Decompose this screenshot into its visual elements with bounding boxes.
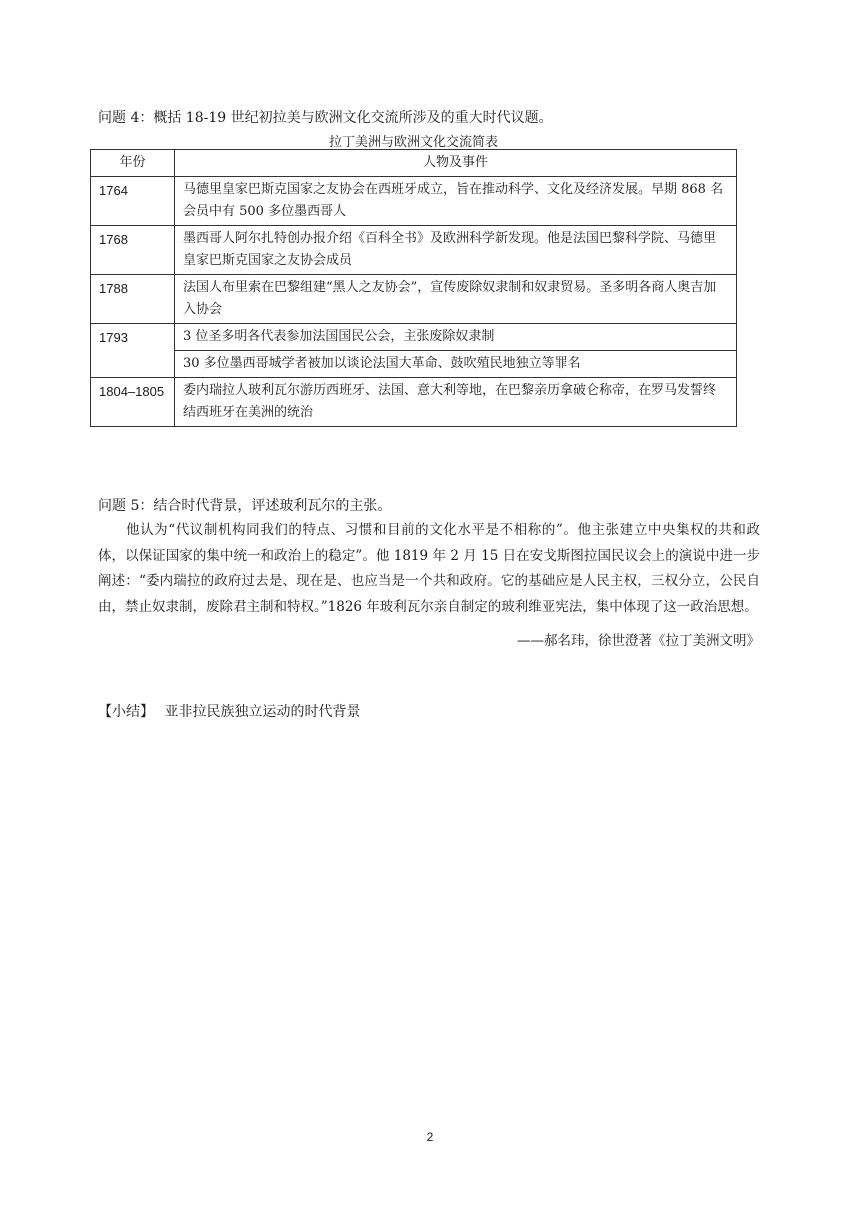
year-cell: 1804–1805	[91, 378, 175, 427]
year-cell: 1764	[91, 177, 175, 226]
summary-bracket: 【小结】	[98, 704, 154, 720]
quoted-passage: 他认为“代议制机构同我们的特点、习惯和目前的文化水平是不相称的”。他主张建立中央集权的共和政体，以保证国家的集中统一和政治上的稳定”。他 1819 年 2 月 15 日在安戈斯图拉国民议会上的演说中进一步阐述：“委内瑞拉的政府过去是、现在是、也应当是一个共和政府。它的基础应是人民主权，三权分立，公民自由，禁止奴隶制，废除君主制和特权。”1826 年玻利瓦尔亲自制定的玻利维亚宪法，集中体现了这一政治思想。	[98, 522, 760, 615]
passage-source: ——郝名玮，徐世澄著《拉丁美洲文明》	[517, 633, 760, 649]
page-number: 2	[426, 1130, 434, 1144]
question-4: 问题 4：概括 18-19 世纪初拉美与欧洲文化交流所涉及的重大时代议题。	[98, 110, 553, 126]
question-5: 问题 5：结合时代背景，评述玻利瓦尔的主张。	[98, 498, 392, 514]
table-caption: 拉丁美洲与欧洲文化交流简表	[328, 135, 498, 150]
table-row	[91, 378, 737, 427]
table-row	[91, 275, 737, 324]
table-row	[91, 226, 737, 275]
year-cell: 1793	[91, 324, 175, 378]
table-row	[91, 324, 737, 351]
event-cell: 法国人布里索在巴黎组建“黑人之友协会”，宣传废除奴隶制和奴隶贸易。圣多明各商人奥吉加入协会	[175, 275, 737, 324]
table-row	[91, 177, 737, 226]
table-row	[91, 351, 737, 378]
year-cell: 1788	[91, 275, 175, 324]
summary-text: 亚非拉民族独立运动的时代背景	[164, 704, 361, 720]
header-events: 人物及事件	[175, 150, 737, 177]
table-header-row	[91, 150, 737, 177]
event-cell: 委内瑞拉人玻利瓦尔游历西班牙、法国、意大利等地，在巴黎亲历拿破仑称帝，在罗马发誓终结西班牙在美洲的统治	[175, 378, 737, 427]
header-year: 年份	[91, 150, 175, 177]
summary-heading	[98, 701, 360, 721]
event-cell: 马德里皇家巴斯克国家之友协会在西班牙成立，旨在推动科学、文化及经济发展。早期 868 名会员中有 500 多位墨西哥人	[175, 177, 737, 226]
event-cell: 30 多位墨西哥城学者被加以谈论法国大革命、鼓吹殖民地独立等罪名	[175, 351, 737, 378]
year-cell: 1768	[91, 226, 175, 275]
event-cell: 墨西哥人阿尔扎特创办报介绍《百科全书》及欧洲科学新发现。他是法国巴黎科学院、马德里皇家巴斯克国家之友协会成员	[175, 226, 737, 275]
event-cell: 3 位圣多明各代表参加法国国民公会，主张废除奴隶制	[175, 324, 737, 351]
exchange-table	[90, 149, 737, 427]
